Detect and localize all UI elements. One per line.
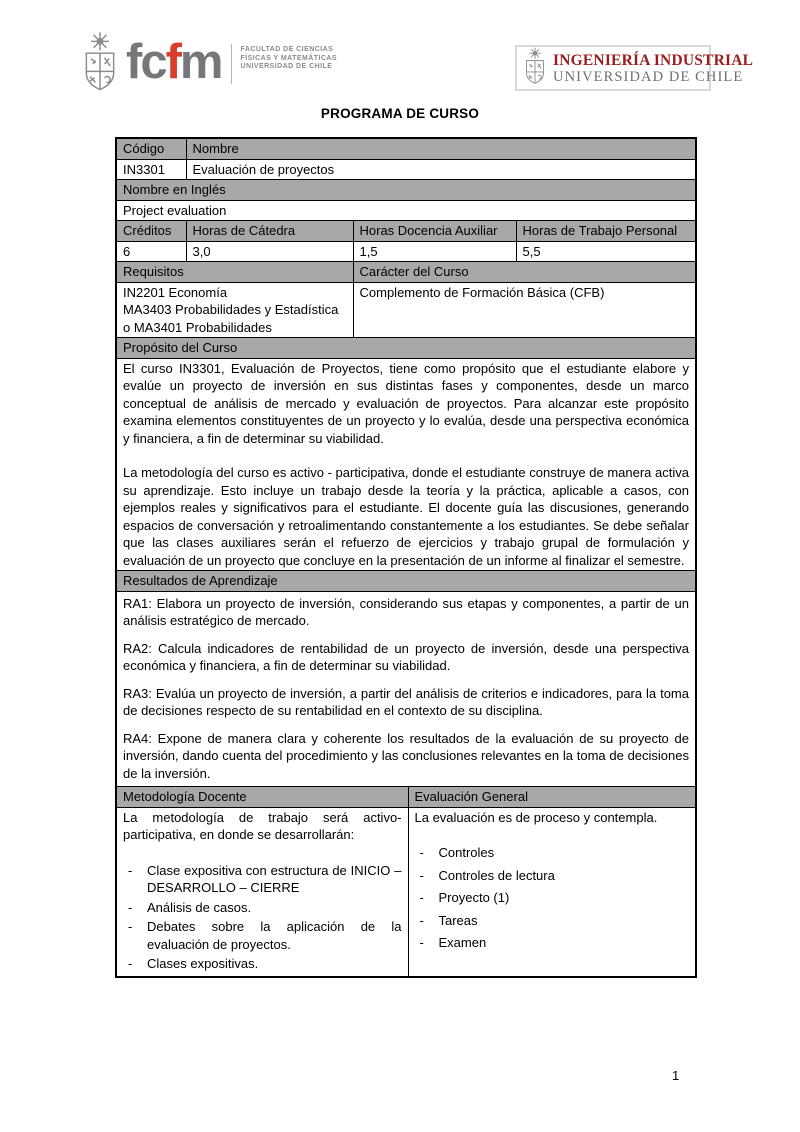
- list-item: - Tareas: [415, 912, 690, 930]
- dash-bullet: -: [419, 867, 424, 883]
- requisitos-header: Requisitos: [116, 262, 353, 283]
- table-row: [116, 262, 696, 283]
- table-row: [116, 807, 696, 977]
- evaluacion-header: Evaluación General: [408, 787, 696, 808]
- proposito-header: Propósito del Curso: [116, 338, 696, 359]
- list-item: - Controles de lectura: [415, 867, 690, 885]
- horas-auxiliar-value: 1,5: [353, 241, 516, 262]
- requisito-line: o MA3401 Probabilidades: [123, 319, 272, 335]
- resultado-aprendizaje: RA2: Calcula indicadores de rentabilidad de un proyecto de inversión, desde una perspectiva económica y financiera, a fin de determinar su viabilidad.: [123, 640, 689, 673]
- requisito-line: IN2201 Economía: [123, 284, 228, 300]
- list-item: - Proyecto (1): [415, 889, 690, 907]
- nombre-ingles-header: Nombre en Inglés: [116, 180, 696, 201]
- metodologia-intro: La metodología de trabajo será activo-participativa, en donde se desarrollarán:: [123, 809, 402, 842]
- horas-auxiliar-header: Horas Docencia Auxiliar: [353, 221, 516, 242]
- department-name: INGENIERÍA INDUSTRIAL: [553, 51, 754, 69]
- codigo-header: Código: [116, 138, 186, 159]
- dash-bullet: -: [128, 899, 133, 915]
- fcfm-caption-line: FACULTAD DE CIENCIAS: [240, 46, 334, 53]
- table-row: [116, 571, 696, 592]
- creditos-header: Créditos: [116, 221, 186, 242]
- page-title: PROGRAMA DE CURSO: [320, 106, 480, 121]
- list-item: - Clase expositiva con estructura de INICIO – DESARROLLO – CIERRE: [123, 862, 402, 897]
- resultado-aprendizaje: RA4: Expone de manera clara y coherente los resultados de la evaluación de su proyecto de inversión, dando cuenta del procedimiento y las conclusiones relevantes en la toma de decisiones de la inversión.: [123, 730, 689, 781]
- fcfm-letters-gray1: fc: [126, 35, 166, 89]
- nombre-header: Nombre: [186, 138, 696, 159]
- course-program-table: [115, 137, 697, 978]
- resultados-header: Resultados de Aprendizaje: [116, 571, 696, 592]
- table-row: [116, 787, 696, 808]
- university-crest-icon: [80, 30, 120, 100]
- metodologia-content: [116, 807, 408, 977]
- fcfm-letters-gray2: m: [179, 35, 222, 89]
- metodologia-list: [123, 862, 402, 973]
- dash-bullet: -: [128, 919, 133, 934]
- table-row: [116, 200, 696, 221]
- dash-bullet: -: [419, 845, 424, 860]
- list-item: - Debates sobre la aplicación de la evaluación de proyectos.: [123, 918, 402, 953]
- proposito-paragraph: El curso IN3301, Evaluación de Proyectos, tiene como propósito que el estudiante elabore y evalúe un proyecto de inversión en sus distintas fases y componentes, desde un marco conceptual de análisis de mercado y evaluación de proyectos. Para alcanzar este propósito examina elementos constituyentes de un proyecto y lo evalúa, desde una perspectiva económica y financiera, a fin de determinar su viabilidad.: [123, 360, 689, 446]
- dash-bullet: -: [419, 890, 424, 905]
- evaluacion-intro: La evaluación es de proceso y contempla.: [414, 809, 658, 825]
- table-row: [116, 180, 696, 201]
- university-name: UNIVERSIDAD DE CHILE: [553, 68, 744, 85]
- fcfm-letter-red: f: [165, 35, 180, 89]
- caracter-value: Complemento de Formación Básica (CFB): [353, 282, 696, 338]
- dash-bullet: -: [419, 935, 424, 950]
- nombre-ingles-value: Project evaluation: [116, 200, 696, 221]
- horas-personal-header: Horas de Trabajo Personal: [516, 221, 696, 242]
- requisito-line: MA3403 Probabilidades y Estadística: [123, 302, 339, 317]
- resultado-aprendizaje: RA1: Elabora un proyecto de inversión, considerando sus etapas y componentes, a partir de un análisis estratégico de mercado.: [123, 595, 689, 628]
- evaluacion-content: [408, 807, 696, 977]
- creditos-value: 6: [116, 241, 186, 262]
- dash-bullet: -: [128, 862, 133, 878]
- table-row: [116, 282, 696, 338]
- university-crest-icon: [522, 47, 548, 89]
- fcfm-wordmark: [126, 30, 221, 94]
- requisitos-value: [116, 282, 353, 338]
- proposito-content: [116, 358, 696, 571]
- proposito-paragraph: La metodología del curso es activo - participativa, donde el estudiante construye de manera activa su aprendizaje. Esto incluye un trabajo desde la teoría y la práctica, aplicable a casos, con ejemplos reales y significativos para el estudiante. El docente guía las discusiones, generando espacios de conversación y retroalimentando constantemente a los estudiantes. Se debe señalar que las clases auxiliares serán el refuerzo de ejercicios y trabajo grupal de formulación y evaluación de un proyecto que concluye en la presentación de un informe al finalizar el semestre.: [123, 465, 689, 568]
- resultado-aprendizaje: RA3: Evalúa un proyecto de inversión, a partir del análisis de criterios e indicadores, para la toma de decisiones respecto de su rentabilidad en el contexto de su disciplina.: [123, 685, 689, 718]
- fcfm-logo: [80, 30, 337, 102]
- list-item: - Examen: [415, 934, 690, 952]
- dash-bullet: -: [128, 956, 133, 971]
- table-row: [116, 138, 696, 159]
- table-row: [116, 591, 696, 787]
- resultados-content: [116, 591, 696, 787]
- horas-catedra-header: Horas de Cátedra: [186, 221, 353, 242]
- table-row: [116, 159, 696, 180]
- ingenieria-industrial-text: [553, 52, 753, 85]
- fcfm-caption-line: UNIVERSIDAD DE CHILE: [240, 63, 333, 71]
- table-row: [116, 221, 696, 242]
- logo-divider: [231, 44, 232, 84]
- evaluacion-list: [415, 844, 690, 952]
- fcfm-caption: [240, 46, 337, 72]
- ingenieria-industrial-logo: [515, 45, 754, 91]
- codigo-value: IN3301: [116, 159, 186, 180]
- nombre-value: Evaluación de proyectos: [186, 159, 696, 180]
- metodologia-header: Metodología Docente: [116, 787, 408, 808]
- caracter-header: Carácter del Curso: [353, 262, 696, 283]
- table-row: [116, 338, 696, 359]
- page-number: 1: [672, 1068, 680, 1083]
- table-row: [116, 358, 696, 571]
- horas-catedra-value: 3,0: [186, 241, 353, 262]
- list-item: - Controles: [415, 844, 690, 862]
- fcfm-caption-line: FÍSICAS Y MATEMÁTICAS: [240, 54, 338, 62]
- table-row: [116, 241, 696, 262]
- horas-personal-value: 5,5: [516, 241, 696, 262]
- dash-bullet: -: [419, 912, 424, 928]
- list-item: - Análisis de casos.: [123, 899, 402, 917]
- list-item: - Clases expositivas.: [123, 955, 402, 973]
